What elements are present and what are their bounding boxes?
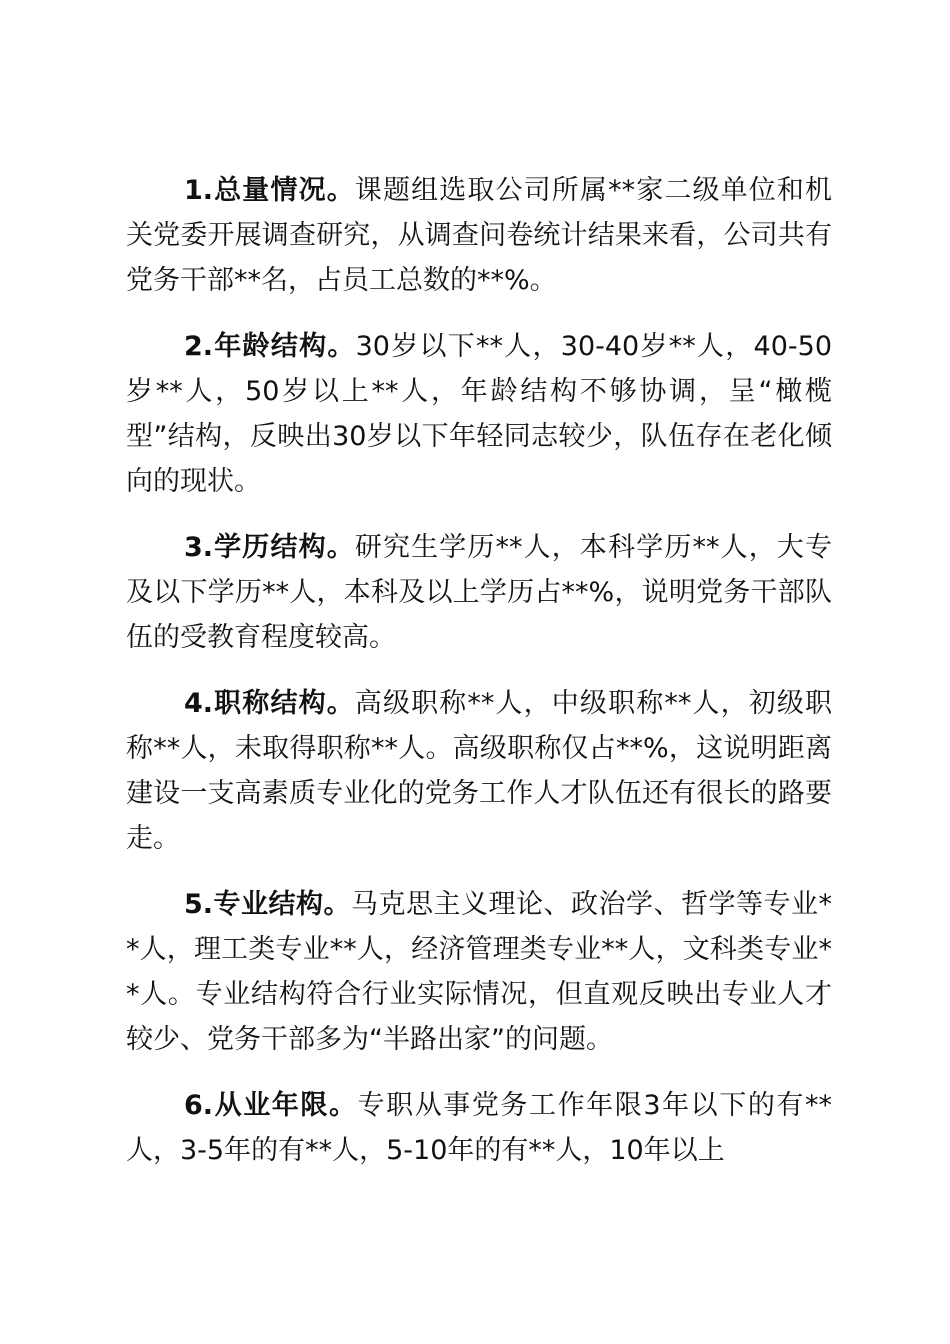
paragraph-heading: 5.专业结构。 — [184, 889, 352, 920]
paragraph-text: 马克思主义理论、政治学、哲学等专业**人，理工类专业**人，经济管理类专业**人，文科类专业**人。专业结构符合行业实际情况，但直观反映出专业人才较少、党务干部多为“半路出家”的问题。 — [126, 889, 832, 1055]
paragraph-heading: 4.职称结构。 — [184, 688, 355, 719]
paragraph-age-structure — [126, 324, 832, 504]
paragraph-text: 高级职称**人，中级职称**人，初级职称**人，未取得职称**人。高级职称仅占**%，这说明距离建设一支高素质专业化的党务工作人才队伍还有很长的路要走。 — [126, 688, 833, 854]
document-body — [126, 168, 832, 1194]
paragraph-text: 课题组选取公司所属**家二级单位和机关党委开展调查研究，从调查问卷统计结果来看，公司共有党务干部**名，占员工总数的**%。 — [126, 175, 833, 296]
paragraph-text: 研究生学历**人，本科学历**人，大专及以下学历**人，本科及以上学历占**%，说明党务干部队伍的受教育程度较高。 — [126, 532, 833, 653]
paragraph-total — [126, 168, 832, 303]
paragraph-years-of-service — [126, 1083, 832, 1173]
paragraph-education-structure — [126, 525, 832, 660]
paragraph-heading: 6.从业年限。 — [184, 1090, 358, 1121]
paragraph-text: 30岁以下**人，30-40岁**人，40-50岁**人，50岁以上**人，年龄结构不够协调，呈“橄榄型”结构，反映出30岁以下年轻同志较少，队伍存在老化倾向的现状。 — [126, 331, 832, 497]
paragraph-heading: 3.学历结构。 — [184, 532, 355, 563]
paragraph-heading: 1.总量情况。 — [184, 175, 355, 206]
paragraph-major-structure — [126, 882, 832, 1062]
paragraph-title-structure — [126, 681, 832, 861]
paragraph-text: 专职从事党务工作年限3年以下的有**人，3-5年的有**人，5-10年的有**人，10年以上 — [126, 1090, 832, 1166]
paragraph-heading: 2.年龄结构。 — [184, 331, 356, 362]
